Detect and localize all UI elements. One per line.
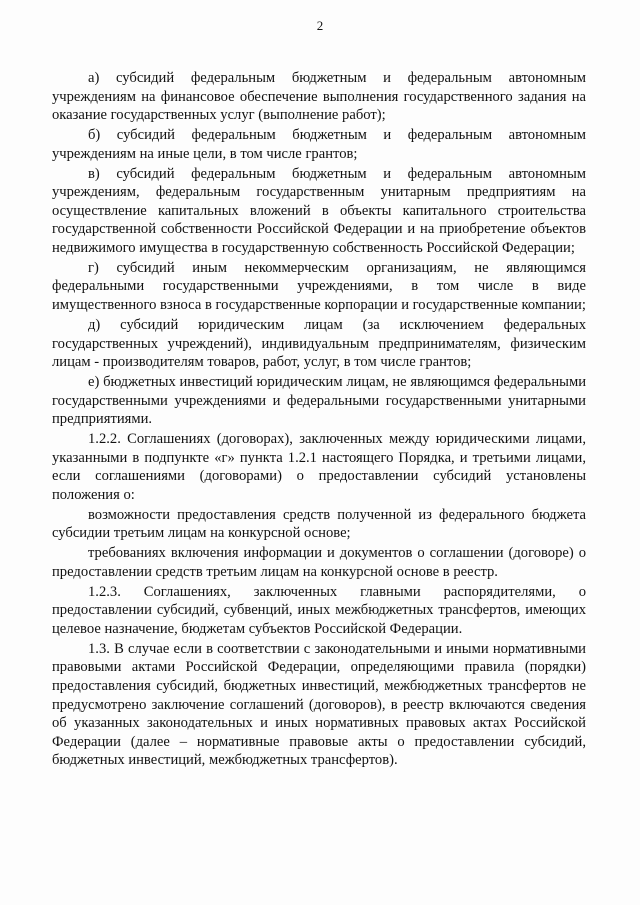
paragraph-registry-requirements: требованиях включения информации и документов о соглашении (договоре) о предоставлении средств третьим лицам на конкурсной основе в реестр. xyxy=(52,545,586,580)
document-body xyxy=(52,69,586,771)
page-number: 2 xyxy=(316,18,324,33)
paragraph-1-2-2: 1.2.2. Соглашениях (договорах), заключенных между юридическими лицами, указанными в подпункте «г» пункта 1.2.1 настоящего Порядка, и третьими лицами, если соглашениями (договорами) о предоставлении субсидий установлены положения о: xyxy=(52,431,586,503)
paragraph-1-2-3: 1.2.3. Соглашениях, заключенных главными распорядителями, о предоставлении субсидий, субвенций, иных межбюджетных трансфертов, имеющих целевое назначение, бюджетам субъектов Российской Федерации. xyxy=(52,583,586,637)
paragraph-investments-f: е) бюджетных инвестиций юридическим лицам, не являющимся федеральными государственными учреждениями и федеральными государственными унитарными предприятиями. xyxy=(52,373,586,428)
paragraph-1-3: 1.3. В случае если в соответствии с законодательными и иными нормативными правовыми актами Российской Федерации, определяющими правила (порядки) предоставления субсидий, бюджетных инвестиций, межбюджетных трансфертов не предусмотрено заключение соглашений (договоров), в реестр включаются сведения об указанных законодательных и иных нормативных правовых актах Российской Федерации (далее – нормативные правовые акты о предоставлении субсидий, бюджетных инвестиций, межбюджетных трансфертов). xyxy=(52,640,586,769)
paragraph-competitive-basis: возможности предоставления средств полученной из федерального бюджета субсидии третьим лицам на конкурсной основе; xyxy=(52,506,586,542)
paragraph-subsidies-d: г) субсидий иным некоммерческим организациям, не являющимся федеральными государственными учреждениями, в том числе в виде имущественного взноса в государственные корпорации и государственные компании; xyxy=(52,259,586,314)
paragraph-subsidies-c: в) субсидий федеральным бюджетным и федеральным автономным учреждениям, федеральным государственным унитарным предприятиям на осуществление капитальных вложений в объекты капитального строительства государственной собственности Российской Федерации и на приобретение объектов недвижимого имущества в государственную собственность Российской Федерации; xyxy=(52,165,586,256)
paragraph-subsidies-b: б) субсидий федеральным бюджетным и федеральным автономным учреждениям на иные цели, в том числе грантов; xyxy=(52,127,586,162)
paragraph-subsidies-a: а) субсидий федеральным бюджетным и федеральным автономным учреждениям на финансовое обеспечение выполнения государственного задания на оказание государственных услуг (выполнение работ); xyxy=(52,70,586,124)
paragraph-subsidies-e: д) субсидий юридическим лицам (за исключением федеральных государственных учреждений), индивидуальным предпринимателям, физическим лицам - производителям товаров, работ, услуг, в том числе грантов; xyxy=(52,316,586,371)
